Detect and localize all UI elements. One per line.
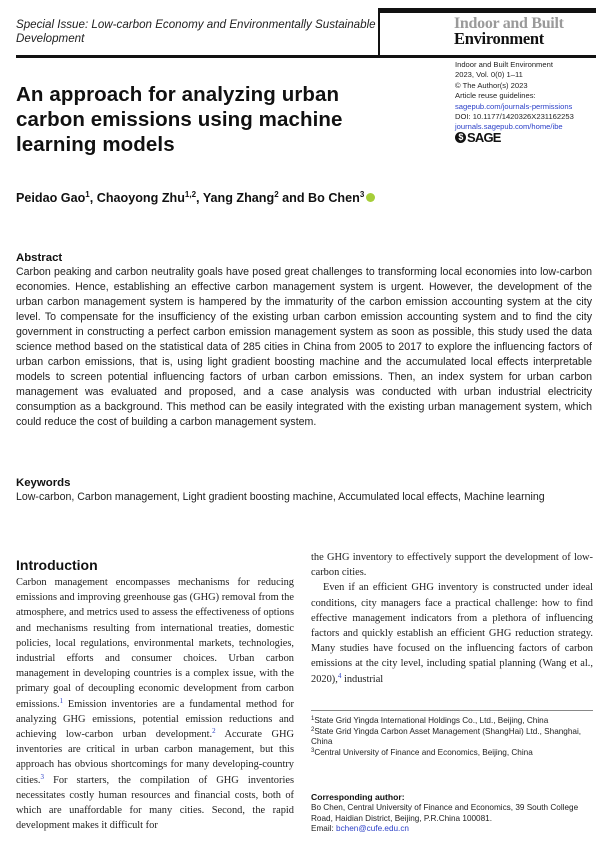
sage-logo-text: SAGE <box>467 130 501 145</box>
meta-journal: Indoor and Built Environment <box>455 60 553 69</box>
citation-link[interactable]: 1 <box>59 696 64 705</box>
special-issue-label: Special Issue: Low-carbon Economy and Environmentally Sustainable Development <box>16 18 376 45</box>
citation-link[interactable]: 2 <box>212 727 216 736</box>
keywords-text: Low-carbon, Carbon management, Light gradient boosting machine, Accumulated local effects, Machine learning <box>16 491 545 503</box>
author-separator: , <box>89 191 97 205</box>
citation-link[interactable]: 3 <box>40 772 45 781</box>
abstract-heading: Abstract <box>16 252 63 264</box>
intro-text-segment: Emission inventories are a fundamental method for analyzing GHG emissions, potential emission reductions and achieving low-carbon urban development. <box>16 698 294 741</box>
abstract-text: Carbon peaking and carbon neutrality goals have posed great challenges to transforming local economies into low-carbon economies. Hence, establishing an effective carbon management system is urgent. However, the development of the urban carbon management system is hampered by the immaturity of the carbon emission accounting system at the city level. To compensate for the insufficiency of the existing urban carbon emission accounting system and to find the city government in constructing a perfect carbon emission management system as soon as possible, this study used the data science method based on the statistical data of 285 cities in China from 2005 to 2017 to explore the influencing factors of urban carbon emissions, that is, using light gradient boosting machine and the accumulated local effects interpretable models to screen potential influencing factors of urban carbon emissions. Then, an index system for urban carbon management was evaluated and proposed, and a case analysis was conducted with urban industrial electricity consumption as a background. This method can be easily integrated with the existing urban management system, which could reduce the cost of building a carbon management system. <box>16 266 592 428</box>
sage-logo-icon: $ <box>455 132 466 143</box>
author-name[interactable]: Peidao Gao <box>16 191 86 205</box>
author-separator: and <box>278 191 309 205</box>
intro-text-segment: Even if an efficient GHG inventory is constructed under ideal conditions, city managers face a practical challenge: how to find effective management indicators from a plethora of influencing factors and quickly establish an efficient GHG reduction strategy. Many studies have focused on the influencing factors of carbon emissions at the city level, including spatial planning (Wang et al., 2020), <box>311 582 593 685</box>
journal-home-link[interactable]: journals.sagepub.com/home/ibe <box>455 122 563 132</box>
body-column-right <box>311 550 593 687</box>
reuse-link[interactable]: sagepub.com/journals-permissions <box>455 101 573 111</box>
article-metadata <box>455 60 605 133</box>
author-affiliation-mark: 2 <box>274 190 279 199</box>
header-divider-top <box>378 8 596 13</box>
affiliation-number: 2 <box>311 726 315 733</box>
introduction-heading: Introduction <box>16 557 98 573</box>
intro-text-segment: For starters, the compilation of GHG inventories necessitates costly human resources and financial costs, both of which are unaffordable for many cities. Second, the rapid development makes it difficult for <box>16 774 294 832</box>
orcid-icon[interactable] <box>366 193 375 202</box>
body-column-left <box>16 575 294 833</box>
meta-copyright: © The Author(s) 2023 <box>455 80 528 90</box>
affiliation-text: State Grid Yingda International Holdings Co., Ltd., Beijing, China <box>314 716 549 725</box>
header-divider-bottom <box>16 55 596 58</box>
corresponding-author-address: Bo Chen, Central University of Finance and Economics, 39 South College Road, Haidian District, Beijing, P.R.China 100081. <box>311 803 579 823</box>
intro-paragraph: the GHG inventory to effectively support the development of low-carbon cities. <box>311 552 593 579</box>
email-link[interactable]: bchen@cufe.edu.cn <box>336 824 409 834</box>
meta-doi[interactable]: DOI: 10.1177/1420326X231162253 <box>455 112 574 122</box>
intro-paragraph <box>311 580 593 686</box>
corresponding-author-heading: Corresponding author: <box>311 792 405 802</box>
author-name[interactable]: Bo Chen <box>308 191 360 205</box>
intro-paragraph <box>16 575 294 833</box>
footnote-divider <box>311 710 593 711</box>
journal-logo-line1: Indoor and Built <box>454 15 564 32</box>
corresponding-author-details <box>311 803 601 835</box>
sage-logo <box>455 130 501 145</box>
meta-volume: 2023, Vol. 0(0) 1–11 <box>455 70 523 80</box>
email-label: Email: <box>311 824 337 834</box>
intro-text-segment: Accurate GHG inventories are critical in urban carbon management, but this approach has obvious shortcomings for many developing-country cities. <box>16 729 294 786</box>
affiliation-number: 1 <box>311 716 315 722</box>
intro-text-segment: Carbon management encompasses mechanisms for reducing emissions and improving greenhouse gas (GHG) removal from the atmosphere, and metrics used to assess the effectiveness of options and mechanisms resulting from international treaties, domestic policies, local regulations, environmental markets, technologies, industrial efforts and consumer choices. Urban carbon management in developing countries is a complex issue, with the primary goal of decoupling economic development from carbon emissions. <box>16 577 294 710</box>
affiliation-item <box>311 716 595 727</box>
article-title: An approach for analyzing urban carbon emissions using machine learning models <box>16 83 343 156</box>
journal-logo <box>454 16 596 46</box>
affiliation-number: 3 <box>311 747 315 754</box>
affiliation-text: State Grid Yingda Carbon Asset Management (ShangHai) Ltd., Shanghai, China <box>311 726 582 747</box>
intro-text-segment: industrial <box>341 673 384 685</box>
affiliations <box>311 716 595 758</box>
citation-link[interactable]: 4 <box>337 671 342 680</box>
meta-reuse: Article reuse guidelines: <box>455 91 536 101</box>
corresponding-author-email-line <box>311 824 601 835</box>
header-divider-vertical <box>378 8 380 56</box>
affiliation-item <box>311 748 595 759</box>
author-list <box>16 191 576 205</box>
author-name[interactable]: Chaoyong Zhu <box>96 191 185 205</box>
author-affiliation-mark: 3 <box>359 190 365 199</box>
author-affiliation-mark: 1,2 <box>184 190 197 199</box>
author-name[interactable]: Yang Zhang <box>202 191 275 205</box>
journal-logo-line2: Environment <box>454 29 544 48</box>
keywords-heading: Keywords <box>16 477 71 489</box>
author-affiliation-mark: 1 <box>85 190 90 199</box>
affiliation-item <box>311 727 595 748</box>
affiliation-text: Central University of Finance and Economics, Beijing, China <box>314 747 533 757</box>
author-separator: , <box>196 191 203 205</box>
